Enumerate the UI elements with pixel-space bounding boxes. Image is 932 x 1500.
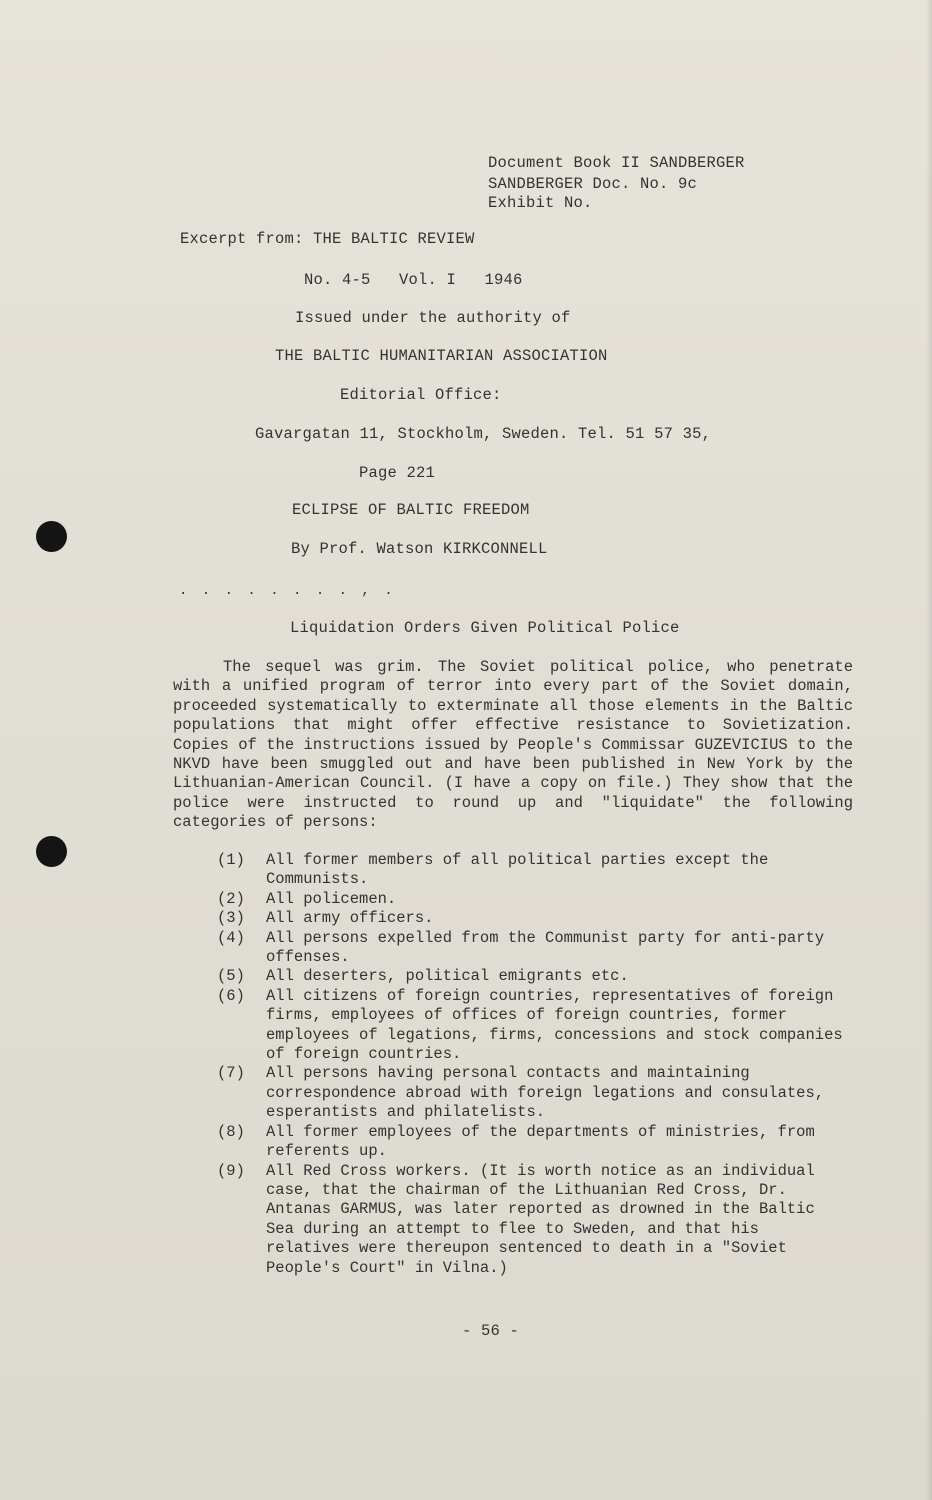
section-heading: Liquidation Orders Given Political Police [290,619,680,637]
article-author: By Prof. Watson KIRKCONNELL [291,540,548,558]
list-item-text: All policemen. [266,889,397,908]
list-item-text: All citizens of foreign countries, representatives of foreign firms, employees of offices of foreign countries, former employees of legations, firms, concessions and stock companies of foreign countries. [266,986,843,1064]
omission-dots: . . . . . . . . , . [179,583,396,599]
page-number: - 56 - [462,1322,520,1340]
header-exhibit: Exhibit No. [488,194,593,212]
list-item [217,987,847,1065]
list-item-number: (8) [217,1122,245,1141]
list-item-number: (7) [217,1064,245,1083]
list-item [217,1064,847,1122]
list-item-number: (2) [217,889,245,908]
list-item-text: All former members of all political parties except the Communists. [266,851,769,889]
excerpt-source: Excerpt from: THE BALTIC REVIEW [180,230,475,248]
list-item [217,1162,847,1278]
list-item [217,967,847,986]
list-item-text: All army officers. [266,909,434,928]
list-item-number: (4) [217,928,245,947]
article-title: ECLIPSE OF BALTIC FREEDOM [292,501,530,519]
editorial-office-label: Editorial Office: [340,386,502,404]
list-item-number: (3) [217,909,245,928]
issue-volume-year: No. 4-5 Vol. I 1946 [304,271,523,289]
list-item [217,890,847,909]
list-item-number: (1) [217,851,245,869]
source-page-reference: Page 221 [359,464,436,482]
body-paragraph: The sequel was grim. The Soviet political police, who penetrate with a unified program of terror into every part of the Soviet domain, proceeded systematically to exterminate all those elements in the Baltic populations that might offer effective resistance to Sovietization. Copies of the instructions issued by People's Commissar GUZEVICIUS to the NKVD have been smuggled out and have been published in New York by the Lithuanian-American Council. (I have a copy on file.) They show that the police were instructed to round up and "liquidate" the following categories of persons: [173,658,853,832]
list-item-text: All persons having personal contacts and maintaining correspondence abroad with foreign legations and consulates, esperantists and philatelists. [266,1064,825,1122]
list-item-number: (6) [217,986,245,1005]
list-item-number: (9) [217,1161,245,1180]
issued-under-authority: Issued under the authority of [295,309,571,327]
list-item-text: All persons expelled from the Communist party for anti-party offenses. [266,928,825,967]
list-item [217,1123,847,1162]
list-item-text: All Red Cross workers. (It is worth notice as an individual case, that the chairman of the Lithuanian Red Cross, Dr. Antanas GARMUS, was later reported as drowned in the Baltic Sea during an attempt to flee to Sweden, and that his relatives were thereupon sentenced to death in a "Soviet People's Court" in Vilna.) [266,1161,815,1277]
editorial-address: Gavargatan 11, Stockholm, Sweden. Tel. 51 57 35, [255,425,712,443]
punch-hole-top [36,521,67,552]
punch-hole-bottom [36,836,67,867]
list-item [217,909,847,928]
association-name: THE BALTIC HUMANITARIAN ASSOCIATION [275,347,608,365]
categories-list [217,851,847,1278]
list-item [217,929,847,968]
list-item-text: All former employees of the departments of ministries, from referents up. [266,1122,815,1161]
list-item [217,851,847,890]
header-doc-number: SANDBERGER Doc. No. 9c [488,175,698,193]
page-edge-shadow [926,0,932,1500]
list-item-text: All deserters, political emigrants etc. [266,967,629,986]
list-item-number: (5) [217,967,245,986]
header-document-book: Document Book II SANDBERGER [488,154,745,172]
